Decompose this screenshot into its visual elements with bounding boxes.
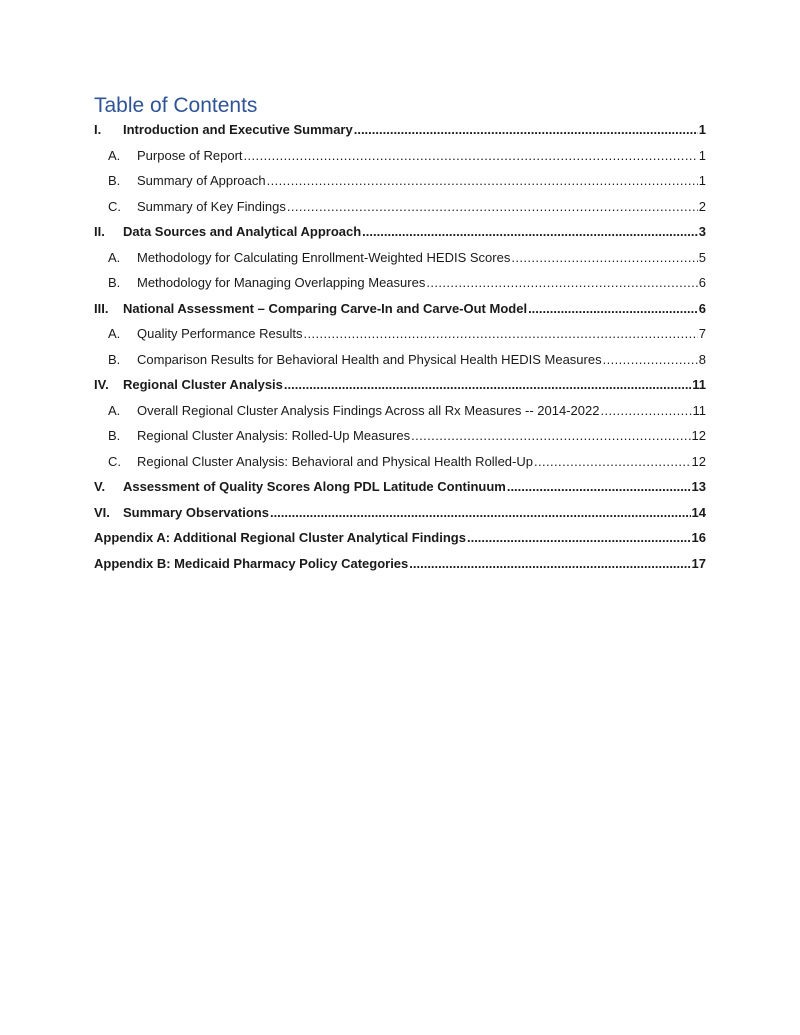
toc-entry[interactable] — [94, 352, 706, 378]
toc-page-number: 7 — [698, 326, 706, 341]
toc-entry-title: Data Sources and Analytical Approach — [123, 224, 362, 239]
toc-dot-leader — [511, 250, 697, 265]
toc-entry-title: Regional Cluster Analysis: Behavioral and Physical Health Rolled-Up — [137, 453, 533, 469]
toc-dot-leader — [303, 326, 697, 341]
toc-entry[interactable] — [94, 403, 706, 429]
toc-entry-title: Methodology for Managing Overlapping Measures — [137, 275, 426, 290]
toc-entry-number: B. — [108, 173, 121, 188]
toc-page-number: 1 — [698, 173, 706, 188]
toc-entry-number: II. — [94, 224, 105, 239]
toc-entry[interactable] — [94, 199, 706, 225]
toc-dot-leader — [534, 454, 691, 469]
toc-entry-title: Summary of Approach — [137, 173, 266, 188]
toc-entry-title: Appendix B: Medicaid Pharmacy Policy Categories — [94, 555, 409, 571]
toc-entry-title: Summary of Key Findings — [137, 198, 286, 214]
toc-entry[interactable] — [94, 377, 706, 403]
toc-entry[interactable] — [94, 479, 706, 505]
toc-page-number: 17 — [691, 555, 706, 571]
toc-dot-leader — [267, 173, 698, 188]
toc-page-number: 2 — [698, 198, 706, 214]
toc-entry-number: A. — [108, 147, 121, 163]
toc-page-number: 6 — [698, 275, 706, 290]
toc-page-number: 11 — [692, 402, 706, 418]
toc-dot-leader — [467, 530, 691, 545]
toc-entry[interactable] — [94, 275, 706, 301]
toc-entry[interactable] — [94, 250, 706, 276]
toc-entry-title: Quality Performance Results — [137, 326, 303, 341]
toc-dot-leader — [284, 377, 691, 392]
toc-page-number: 5 — [698, 249, 706, 265]
toc-entry-number: I. — [94, 122, 102, 137]
toc-entry[interactable] — [94, 556, 706, 582]
toc-list — [94, 122, 706, 581]
toc-entry[interactable] — [94, 148, 706, 174]
toc-entry-title: Assessment of Quality Scores Along PDL Latitude Continuum — [123, 479, 506, 494]
toc-entry[interactable] — [94, 530, 706, 556]
toc-page-number: 6 — [698, 300, 706, 316]
toc-dot-leader — [270, 505, 691, 520]
toc-entry-title: Regional Cluster Analysis: Rolled-Up Measures — [137, 428, 411, 443]
document-page — [94, 92, 706, 581]
toc-entry-title: Introduction and Executive Summary — [123, 122, 353, 137]
toc-entry-title: Comparison Results for Behavioral Health and Physical Health HEDIS Measures — [137, 351, 602, 367]
toc-entry-title: Purpose of Report — [137, 147, 243, 163]
toc-dot-leader — [409, 556, 690, 571]
toc-entry-number: A. — [108, 326, 121, 341]
toc-entry[interactable] — [94, 122, 706, 148]
toc-dot-leader — [411, 428, 690, 443]
toc-dot-leader — [287, 199, 698, 214]
toc-page-number: 3 — [698, 224, 706, 239]
toc-dot-leader — [244, 148, 698, 163]
toc-entry[interactable] — [94, 173, 706, 199]
toc-entry-number: B. — [108, 428, 121, 443]
toc-entry-number: C. — [108, 198, 121, 214]
toc-page-number: 13 — [691, 479, 706, 494]
toc-page-number: 1 — [698, 147, 706, 163]
toc-entry-number: III. — [94, 300, 109, 316]
toc-entry-number: A. — [108, 249, 121, 265]
toc-page-number: 8 — [698, 351, 706, 367]
toc-page-number: 11 — [692, 377, 706, 392]
toc-entry-number: V. — [94, 479, 106, 494]
toc-entry[interactable] — [94, 505, 706, 531]
toc-entry[interactable] — [94, 428, 706, 454]
toc-page-number: 12 — [691, 453, 706, 469]
toc-title: Table of Contents — [94, 94, 258, 117]
toc-entry-title: National Assessment – Comparing Carve-In and Carve-Out Model — [123, 300, 528, 316]
toc-dot-leader — [426, 275, 697, 290]
toc-dot-leader — [362, 224, 698, 239]
toc-entry[interactable] — [94, 454, 706, 480]
toc-entry[interactable] — [94, 224, 706, 250]
toc-dot-leader — [354, 122, 698, 137]
toc-page-number: 1 — [698, 122, 706, 137]
toc-dot-leader — [603, 352, 698, 367]
toc-entry-number: C. — [108, 453, 121, 469]
toc-page-number: 12 — [691, 428, 706, 443]
toc-entry-title: Methodology for Calculating Enrollment-Weighted HEDIS Scores — [137, 249, 511, 265]
toc-dot-leader — [600, 403, 691, 418]
toc-dot-leader — [507, 479, 691, 494]
toc-entry-title: Appendix A: Additional Regional Cluster Analytical Findings — [94, 530, 466, 545]
toc-entry-number: B. — [108, 275, 121, 290]
toc-entry-number: A. — [108, 402, 121, 418]
toc-entry-title: Summary Observations — [123, 504, 269, 520]
toc-entry[interactable] — [94, 326, 706, 352]
toc-entry-number: IV. — [94, 377, 109, 392]
toc-entry-number: VI. — [94, 504, 110, 520]
toc-entry-title: Overall Regional Cluster Analysis Findings Across all Rx Measures -- 2014-2022 — [137, 402, 600, 418]
toc-page-number: 14 — [691, 504, 706, 520]
toc-entry-title: Regional Cluster Analysis — [123, 377, 283, 392]
toc-page-number: 16 — [691, 530, 706, 545]
toc-entry[interactable] — [94, 301, 706, 327]
toc-entry-number: B. — [108, 351, 121, 367]
toc-dot-leader — [528, 301, 698, 316]
